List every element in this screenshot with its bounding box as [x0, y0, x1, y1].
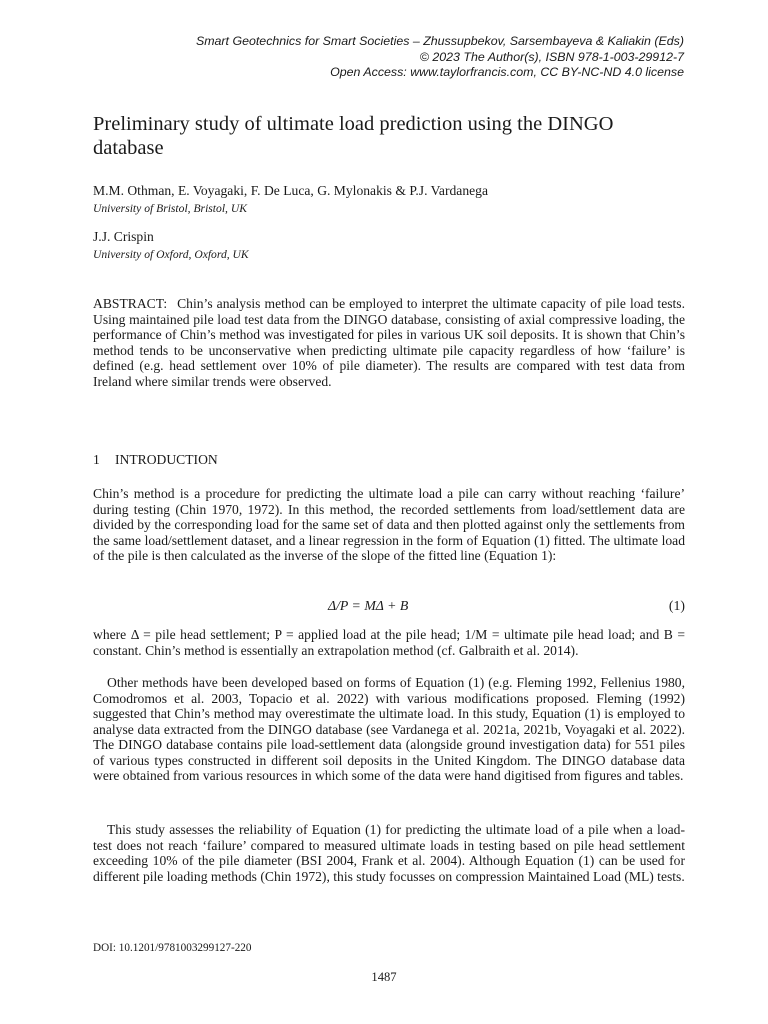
affiliation-1: University of Bristol, Bristol, UK [93, 202, 247, 215]
section-number: 1 [93, 452, 100, 467]
paragraph-4: This study assesses the reliability of Equation (1) for predicting the ultimate load of a pile when a load-test does not reach ‘failure’ compared to measured ultimate loads in testing based on pile head settlement exceeding 10% of the pile diameter (BSI 2004, Frank et al. 2004). Although Equation (1) can be used for different pile loading methods (Chin 1972), this study focusses on compression Maintained Load (ML) tests. [93, 822, 685, 884]
paragraph-2: where Δ = pile head settlement; P = applied load at the pile head; 1/M = ultimate pile head load; and B = constant. Chin’s method is essentially an extrapolation method (cf. Galbraith et al. 2014). [93, 627, 685, 658]
author-list-2: J.J. Crispin [93, 229, 154, 244]
author-list-1: M.M. Othman, E. Voyagaki, F. De Luca, G. Mylonakis & P.J. Vardanega [93, 183, 488, 198]
header-book-title: Smart Geotechnics for Smart Societies – Zhussupbekov, Sarsembayeva & Kaliakin (Eds) [195, 34, 684, 48]
section-title: INTRODUCTION [115, 452, 218, 467]
paper-title: Preliminary study of ultimate load prediction using the DINGO database [93, 113, 614, 159]
header-license: Open Access: www.taylorfrancis.com, CC BY-NC-ND 4.0 license [330, 65, 684, 79]
doi: DOI: 10.1201/9781003299127-220 [93, 942, 252, 954]
paragraph-3: Other methods have been developed based on forms of Equation (1) (e.g. Fleming 1992, Fellenius 1980, Comodromos et al. 2003, Topacio et al. 2022) with various modifications proposed. Fleming (1992) suggested that Chin’s method may overestimate the ultimate load. In this study, Equation (1) is employed to analyse data extracted from the DINGO database (see Vardanega et al. 2021a, 2021b, Voyagaki et al. 2022). The DINGO database contains pile load-settlement data (alongside ground investigation data) for 551 piles of various types constructed in different soil deposits in the United Kingdom. The DINGO database data were obtained from various resources in which some of the data were hand digitised from figures and tables. [93, 675, 685, 784]
equation-number: (1) [668, 598, 685, 613]
running-header [196, 34, 684, 81]
equation-expression: Δ/P = MΔ + B [328, 598, 409, 613]
abstract-text: Chin’s analysis method can be employed to interpret the ultimate capacity of pile load tests. Using maintained pile load test data from the DINGO database, consisting of axial compressive loading, the performance of Chin’s method was investigated for piles in various UK soil deposits. It is shown that Chin’s method tends to be unconservative when predicting ultimate pile capacity regardless of how ‘failure’ is defined (e.g. head settlement over 10% of pile diameter). The results are compared with test data from Ireland where similar trends were observed. [93, 296, 685, 389]
section-heading [93, 452, 218, 468]
page-number: 1487 [371, 970, 397, 984]
affiliation-2: University of Oxford, Oxford, UK [93, 248, 249, 261]
header-copyright: © 2023 The Author(s), ISBN 978-1-003-29912-7 [419, 49, 684, 64]
equation-1 [93, 598, 685, 616]
abstract-label: ABSTRACT: [93, 296, 168, 311]
abstract [93, 296, 685, 389]
paragraph-1: Chin’s method is a procedure for predicting the ultimate load a pile can carry without reaching ‘failure’ during testing (Chin 1970, 1972). In this method, the recorded settlements from load/settlement data are divided by the corresponding load for the same set of data and then plotted against only the settlements from the same load/settlement dataset, and a linear regression in the form of Equation (1) fitted. The ultimate load of the pile is then calculated as the inverse of the slope of the fitted line (Equation 1): [93, 486, 685, 564]
